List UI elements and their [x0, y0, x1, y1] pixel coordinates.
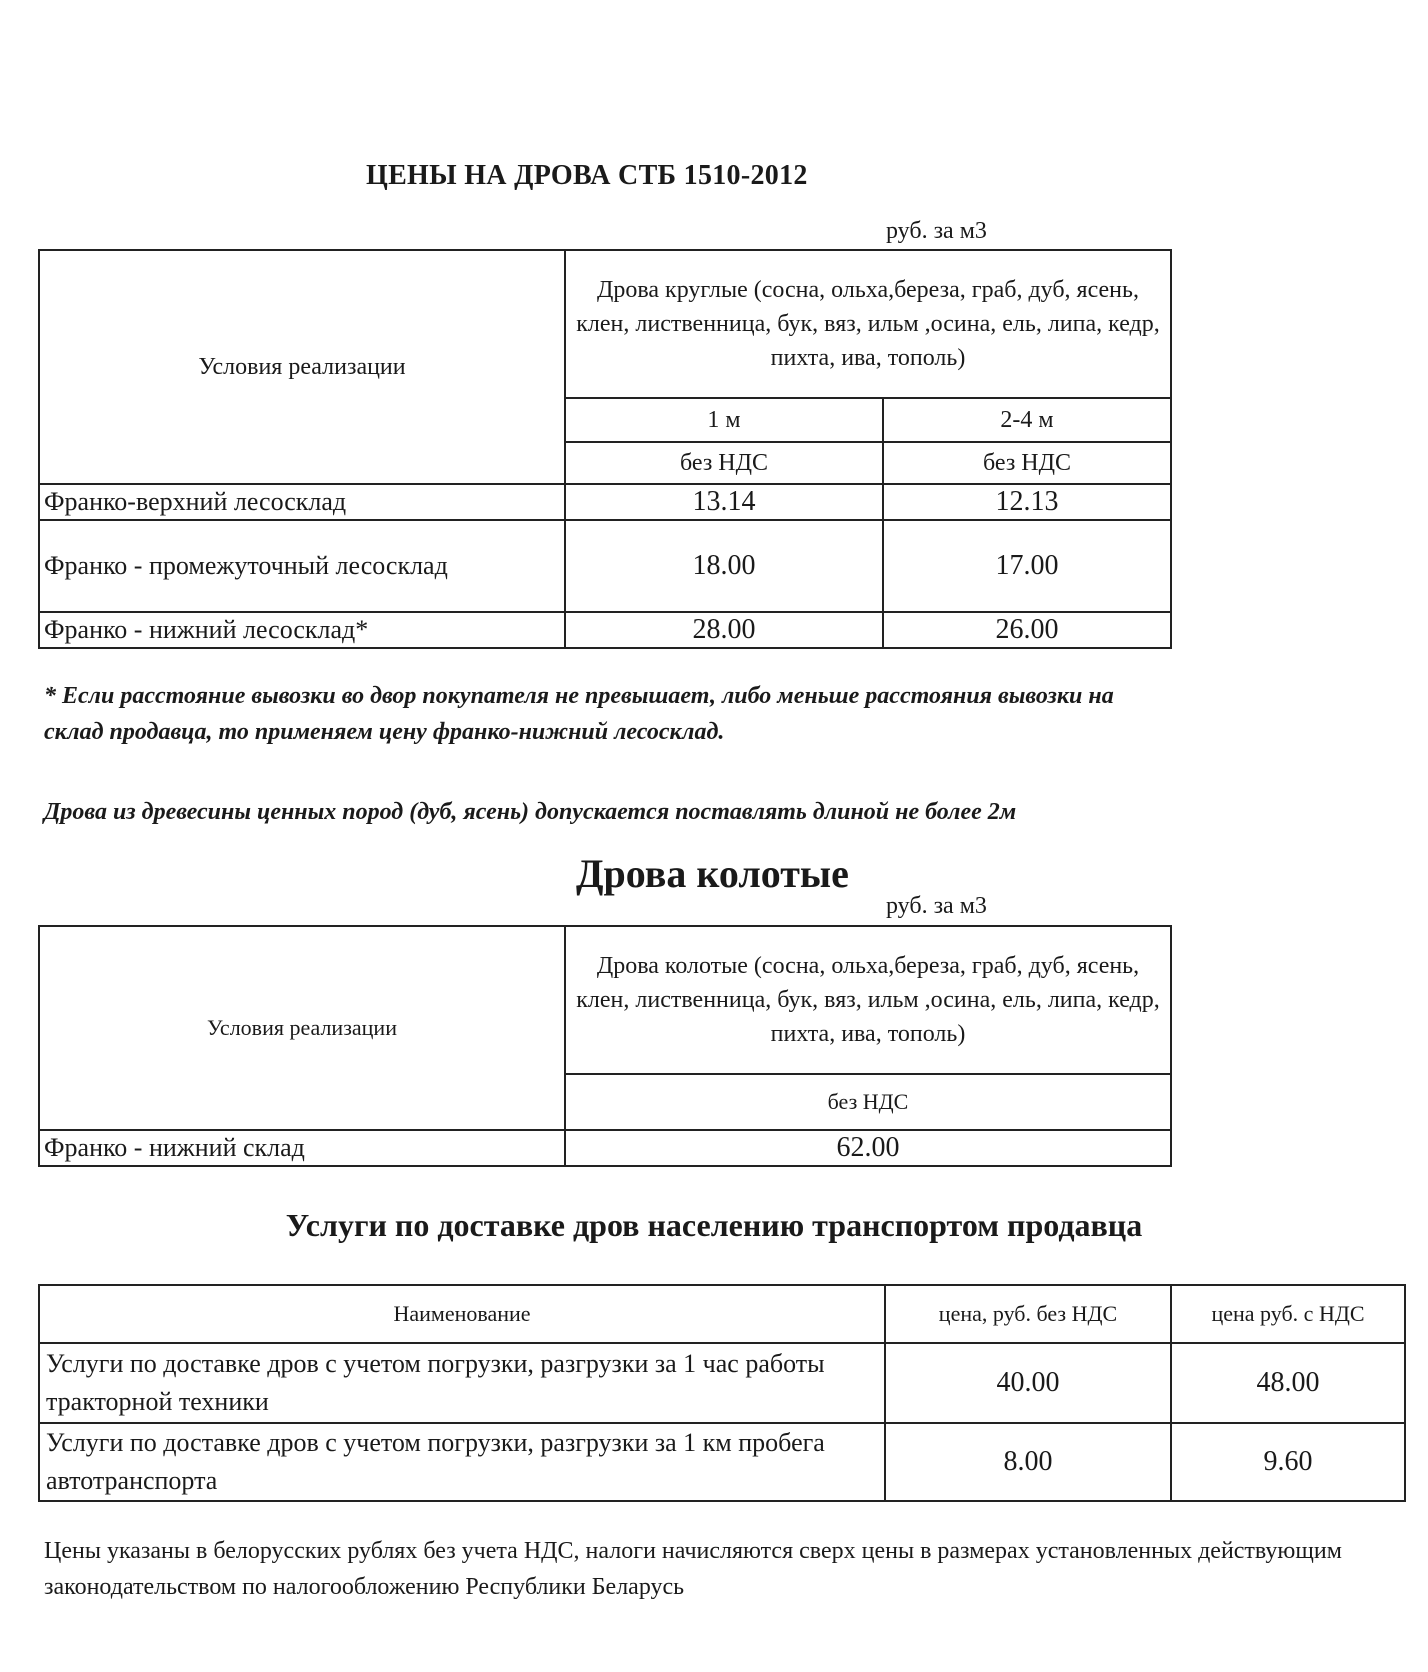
table-row [39, 1343, 1405, 1423]
price-2-4m: 26.00 [883, 612, 1171, 648]
species-header: Дрова круглые (сосна, ольха,береза, граб, дуб, ясень, клен, лиственница, бук, вяз, ильм ,осина, ель, липа, кедр, пихта, ива, тополь) [565, 250, 1171, 398]
note-valuable-species: Дрова из древесины ценных пород (дуб, ясень) допускается поставлять длиной не более 2м [44, 799, 1017, 825]
row-label: Услуги по доставке дров с учетом погрузки, разгрузки за 1 км пробега автотранспорта [39, 1423, 885, 1501]
price-vat: 48.00 [1171, 1343, 1405, 1423]
delivery-title: Услуги по доставке дров населению транспортом продавца [285, 1207, 1143, 1243]
unit-label: руб. за м3 [886, 893, 987, 919]
table-row [39, 1130, 1171, 1166]
price-1m: 28.00 [565, 612, 883, 648]
round-wood-price-table [38, 249, 1172, 649]
length-2-4m-header: 2-4 м [883, 398, 1171, 442]
price-value: 62.00 [565, 1130, 1171, 1166]
row-label: Франко - нижний склад [39, 1130, 565, 1166]
conditions-header: Условия реализации [39, 926, 565, 1130]
row-label: Франко - промежуточный лесосклад [39, 520, 565, 612]
price-2-4m: 12.13 [883, 484, 1171, 520]
table-row [39, 612, 1171, 648]
price-no-vat: 8.00 [885, 1423, 1171, 1501]
species-header: Дрова колотые (сосна, ольха,береза, граб, дуб, ясень, клен, лиственница, бук, вяз, ильм ,осина, ель, липа, кедр, пихта, ива, тополь) [565, 926, 1171, 1074]
price-no-vat-header: цена, руб. без НДС [885, 1285, 1171, 1343]
split-wood-title: Дрова колотые [576, 851, 849, 896]
table-row [39, 1423, 1405, 1501]
name-header: Наименование [39, 1285, 885, 1343]
delivery-price-table [38, 1284, 1406, 1502]
price-2-4m: 17.00 [883, 520, 1171, 612]
row-label: Франко-верхний лесосклад [39, 484, 565, 520]
price-vat: 9.60 [1171, 1423, 1405, 1501]
vat-2-4m-header: без НДС [883, 442, 1171, 484]
page-title: ЦЕНЫ НА ДРОВА СТБ 1510-2012 [366, 160, 808, 191]
row-label: Услуги по доставке дров с учетом погрузки, разгрузки за 1 час работы тракторной техники [39, 1343, 885, 1423]
price-1m: 18.00 [565, 520, 883, 612]
footer-note: Цены указаны в белорусских рублях без учета НДС, налоги начисляются сверх цены в размерах установленных действующим законодательством по налогообложению Республики Беларусь [44, 1538, 1342, 1600]
unit-label: руб. за м3 [886, 218, 987, 244]
price-no-vat: 40.00 [885, 1343, 1171, 1423]
price-vat-header: цена руб. с НДС [1171, 1285, 1405, 1343]
row-label: Франко - нижний лесосклад* [39, 612, 565, 648]
vat-header: без НДС [565, 1074, 1171, 1130]
table-row [39, 520, 1171, 612]
vat-1m-header: без НДС [565, 442, 883, 484]
split-wood-price-table [38, 925, 1172, 1167]
conditions-header: Условия реализации [39, 250, 565, 484]
length-1m-header: 1 м [565, 398, 883, 442]
table-row [39, 484, 1171, 520]
footnote-distance: * Если расстояние вывозки во двор покупателя не превышает, либо меньше расстояния вывозки на склад продавца, то применяем цену франко-нижний лесосклад. [44, 683, 1114, 745]
price-1m: 13.14 [565, 484, 883, 520]
